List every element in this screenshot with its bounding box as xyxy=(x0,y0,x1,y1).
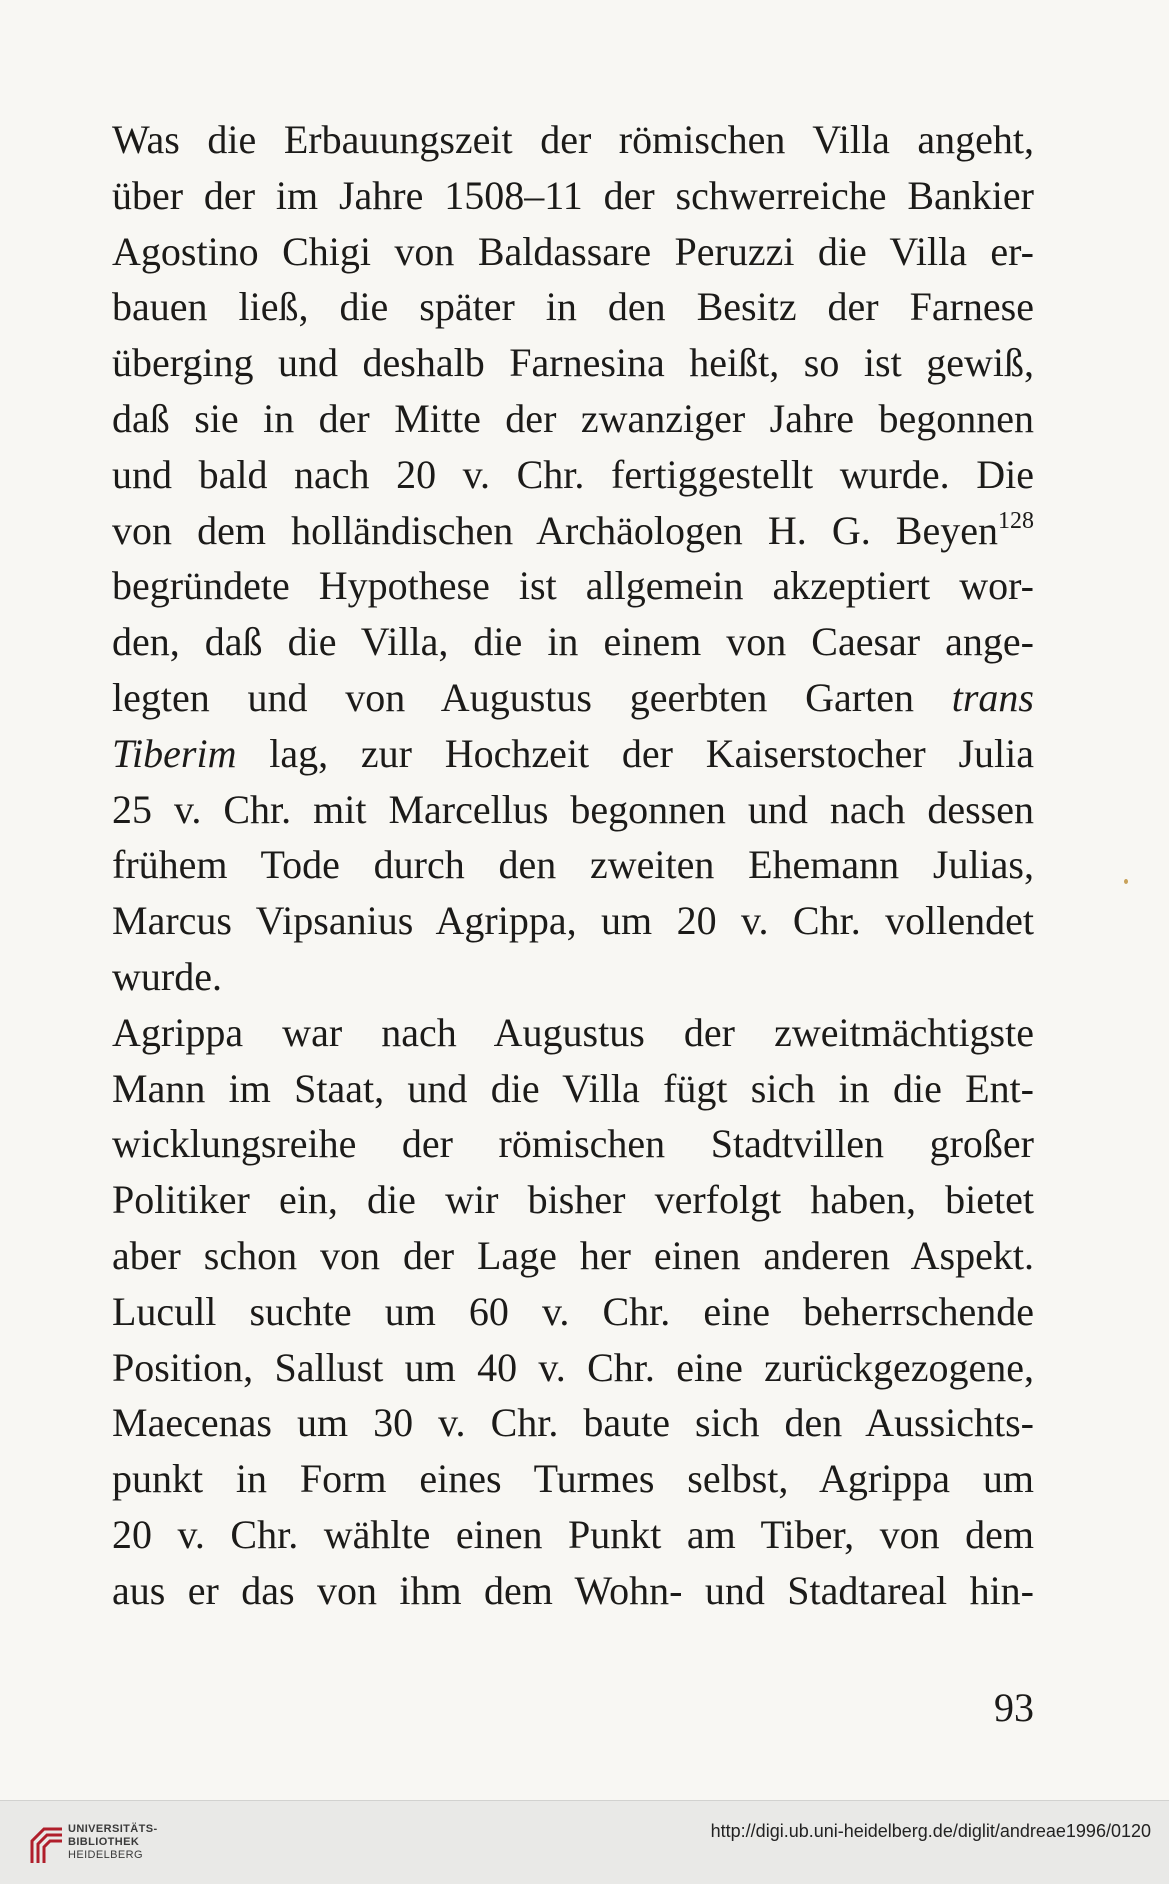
text-line: frühem Tode durch den zweiten Ehemann Julias, xyxy=(112,842,1034,888)
text-line: punkt in Form eines Turmes selbst, Agrippa um xyxy=(112,1456,1034,1502)
page-number: 93 xyxy=(994,1685,1034,1730)
text-line: 25 v. Chr. mit Marcellus begonnen und nach dessen xyxy=(112,786,1034,832)
italic-latin-term: Tiberim xyxy=(112,730,237,776)
text-line: Was die Erbauungszeit der römischen Villa angeht, xyxy=(112,117,1034,162)
text-line: bauen ließ, die später in den Besitz der Farnese xyxy=(112,284,1034,330)
footnote-marker: 128 xyxy=(998,507,1034,534)
text-line: Maecenas um 30 v. Chr. baute sich den Aussichts- xyxy=(112,1400,1034,1446)
text-line: Position, Sallust um 40 v. Chr. eine zurückgezogene, xyxy=(112,1344,1034,1390)
library-logo-icon xyxy=(24,1819,74,1869)
digitization-footer xyxy=(0,1800,1169,1884)
text-line: daß sie in der Mitte der zwanziger Jahre begonnen xyxy=(112,395,1034,441)
text-line: und bald nach 20 v. Chr. fertiggestellt wurde. Die xyxy=(112,451,1034,497)
text-line: Mann im Staat, und die Villa fügt sich in die Ent- xyxy=(112,1065,1034,1111)
library-name: UNIVERSITÄTS- BIBLIOTHEK HEIDELBERG xyxy=(68,1823,158,1861)
text-line: Agrippa war nach Augustus der zweitmächtigste xyxy=(112,1009,1034,1055)
text-line: legten und von Augustus geerbten Garten trans xyxy=(112,674,1034,720)
text-line: Politiker ein, die wir bisher verfolgt haben, bietet xyxy=(112,1177,1034,1223)
text-line: Marcus Vipsanius Agrippa, um 20 v. Chr. vollendet xyxy=(112,898,1034,944)
text-line: Tiberim lag, zur Hochzeit der Kaiserstocher Julia xyxy=(112,730,1034,776)
paper-speck xyxy=(1124,879,1128,884)
text-line: über der im Jahre 1508–11 der schwerreiche Bankier xyxy=(112,172,1034,218)
italic-latin-term: trans xyxy=(951,674,1034,720)
paragraph-end-line: wurde. xyxy=(112,953,222,999)
permalink-url[interactable]: http://digi.ub.uni-heidelberg.de/diglit/andreae1996/0120 xyxy=(710,1821,1151,1841)
text-line: begründete Hypothese ist allgemein akzeptiert wor- xyxy=(112,563,1034,609)
text-line: 20 v. Chr. wählte einen Punkt am Tiber, von dem xyxy=(112,1511,1034,1557)
text-line: von dem holländischen Archäologen H. G. Beyen$^{128}$ xyxy=(112,507,1034,553)
body-text xyxy=(112,112,1034,1619)
text-line: aus er das von ihm dem Wohn- und Stadtareal hin- xyxy=(112,1567,1034,1613)
text-line: Agostino Chigi von Baldassare Peruzzi die Villa er- xyxy=(112,228,1034,274)
text-line: aber schon von der Lage her einen anderen Aspekt. xyxy=(112,1232,1034,1278)
text-line: wicklungsreihe der römischen Stadtvillen großer xyxy=(112,1121,1034,1167)
text-line: den, daß die Villa, die in einem von Caesar ange- xyxy=(112,619,1034,665)
text-line: überging und deshalb Farnesina heißt, so ist gewiß, xyxy=(112,340,1034,386)
text-line: Lucull suchte um 60 v. Chr. eine beherrschende xyxy=(112,1288,1034,1334)
